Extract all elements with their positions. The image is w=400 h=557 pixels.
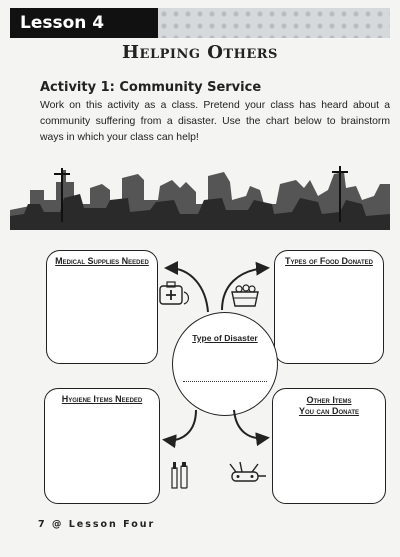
toothbrush-toothpaste-icon	[172, 462, 187, 488]
arrow-to-food	[222, 268, 266, 310]
disaster-type-answer-line	[183, 381, 267, 382]
activity-instructions: Work on this activity as a class. Pretend your class has heard about a community suffering from a disaster. Use the chart below to brainstorm ways in which your class can help!	[40, 100, 390, 143]
food-donated-label: Types of Food Donated	[285, 256, 373, 266]
other-items-label	[273, 395, 385, 417]
page-title: Helping Others	[122, 42, 278, 63]
other-items-box[interactable]	[272, 388, 386, 504]
food-donated-box[interactable]	[274, 250, 384, 364]
arrow-to-medical	[168, 268, 208, 312]
food-basket-icon	[232, 285, 258, 306]
disaster-type-label: Type of Disaster	[192, 333, 258, 343]
other-items-label-line2: You can Donate	[298, 406, 360, 416]
medical-supplies-box[interactable]	[46, 250, 158, 364]
disaster-type-oval[interactable]	[172, 312, 278, 416]
activity-title: Activity 1: Community Service	[40, 80, 262, 95]
other-items-label-line1: Other Items	[306, 395, 352, 405]
header-pattern	[158, 8, 390, 38]
header-bar	[0, 8, 400, 38]
first-aid-kit-icon	[160, 282, 189, 304]
page-footer: 7 @ Lesson Four	[38, 519, 156, 530]
disaster-skyline-illustration	[10, 160, 390, 230]
hygiene-items-box[interactable]	[44, 388, 160, 504]
multi-tool-icon	[230, 462, 266, 481]
lesson-label: Lesson 4	[10, 8, 158, 38]
medical-supplies-label: Medical Supplies Needed	[55, 256, 149, 266]
arrow-to-other	[234, 410, 266, 438]
hygiene-items-label: Hygiene Items Needed	[61, 394, 143, 404]
arrow-to-hygiene	[166, 410, 196, 440]
